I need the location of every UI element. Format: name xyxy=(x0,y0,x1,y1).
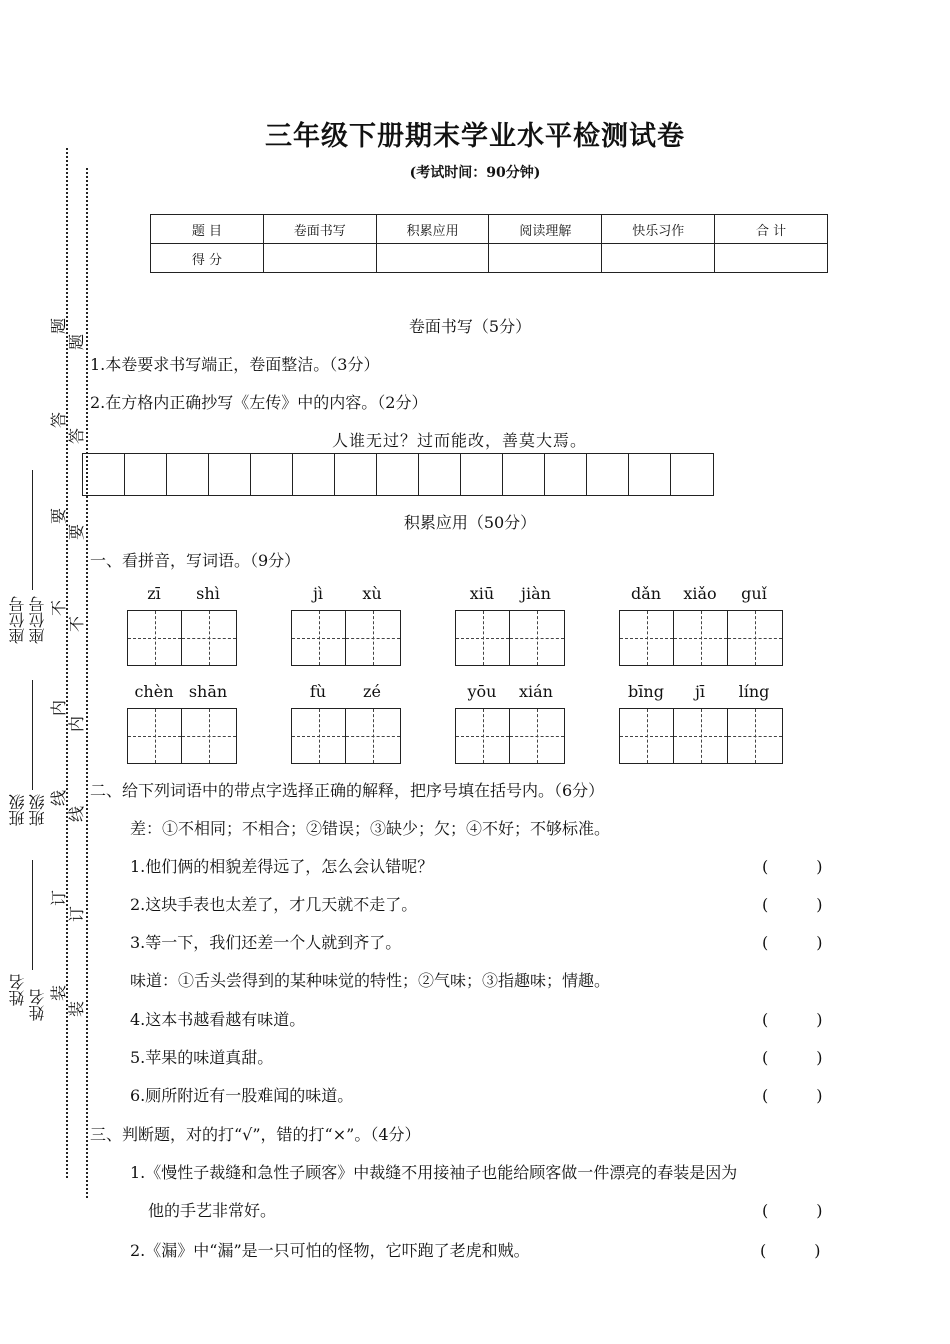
score-table-cell: 卷面书写 xyxy=(263,215,376,244)
tian-grid-cell[interactable] xyxy=(620,611,674,665)
score-table-score-row xyxy=(151,244,828,273)
copy-cell[interactable] xyxy=(461,454,503,495)
copy-cell[interactable] xyxy=(293,454,335,495)
tian-grid-row xyxy=(127,708,237,764)
copy-quote: 人谁无过？过而能改，善莫大焉。 xyxy=(332,431,588,450)
pinyin-syllable: xiū xyxy=(469,584,495,603)
tian-grid-cell[interactable] xyxy=(456,709,510,763)
q2-definition-weidao: 味道：①舌头尝得到的某种味觉的特性；②气味；③指趣味；情趣。 xyxy=(130,971,611,990)
field-label-class: 班级 xyxy=(8,794,27,826)
binding-warning-char: 内 xyxy=(67,716,86,733)
tian-grid-row xyxy=(619,610,783,666)
pinyin-row xyxy=(127,682,237,704)
tian-grid-cell[interactable] xyxy=(620,709,674,763)
score-table-cell: 得 分 xyxy=(151,244,264,273)
class-line xyxy=(32,680,33,790)
tian-grid-cell[interactable] xyxy=(128,709,182,763)
copy-cell[interactable] xyxy=(503,454,545,495)
pinyin-word-group xyxy=(127,584,237,666)
q3-title: 三、判断题，对的打“√”，错的打“×”。（4分） xyxy=(90,1125,421,1144)
pinyin-row xyxy=(291,682,401,704)
tian-grid-row xyxy=(291,708,401,764)
binding-warning-char: 答 xyxy=(67,428,86,445)
binding-warning-char: 内 xyxy=(49,700,68,717)
pinyin-syllable: shì xyxy=(196,584,220,603)
copy-cell[interactable] xyxy=(545,454,587,495)
copy-cell[interactable] xyxy=(209,454,251,495)
answer-paren[interactable]: ( ) xyxy=(762,933,823,952)
tian-grid-cell[interactable] xyxy=(346,611,400,665)
copy-cell[interactable] xyxy=(167,454,209,495)
tian-grid-cell[interactable] xyxy=(510,709,564,763)
pinyin-syllable: chèn xyxy=(134,682,174,701)
binding-warning-char: 不 xyxy=(49,600,68,617)
pinyin-row xyxy=(455,584,565,606)
pinyin-word-group xyxy=(127,682,237,764)
tian-grid-cell[interactable] xyxy=(510,611,564,665)
score-input-accumulation[interactable] xyxy=(376,244,489,273)
q2-definition-cha: 差：①不相同；不相合；②错误；③缺少；欠；④不好；不够标准。 xyxy=(130,819,611,838)
pinyin-syllable: xiǎo xyxy=(683,584,717,603)
copy-grid[interactable] xyxy=(82,453,714,496)
answer-paren[interactable]: ( ) xyxy=(762,857,823,876)
pinyin-syllable: jī xyxy=(694,682,706,701)
score-table-cell: 阅读理解 xyxy=(489,215,602,244)
exam-duration: (考试时间：90分钟) xyxy=(409,165,541,181)
answer-paren[interactable]: ( ) xyxy=(760,1241,821,1260)
pinyin-syllable: jì xyxy=(312,584,324,603)
binding-warning-char: 装 xyxy=(67,1001,86,1018)
field-label-name: 姓名 xyxy=(8,974,27,1006)
tian-grid-cell[interactable] xyxy=(128,611,182,665)
binding-warning-char: 答 xyxy=(49,412,68,429)
section-title-writing: 卷面书写（5分） xyxy=(408,317,532,336)
copy-cell[interactable] xyxy=(251,454,293,495)
binding-warning-char: 题 xyxy=(67,334,86,351)
binding-warning-char: 不 xyxy=(67,616,86,633)
tian-grid-cell[interactable] xyxy=(182,709,236,763)
tian-grid-row xyxy=(127,610,237,666)
score-input-reading[interactable] xyxy=(489,244,602,273)
binding-warning-char: 订 xyxy=(49,890,68,907)
copy-cell[interactable] xyxy=(83,454,125,495)
pinyin-word-group xyxy=(291,584,401,666)
pinyin-syllable: zé xyxy=(363,682,381,701)
q2-item-3: 3.等一下，我们还差一个人就到齐了。 xyxy=(130,933,402,952)
copy-cell[interactable] xyxy=(587,454,629,495)
pinyin-row xyxy=(619,682,783,704)
binding-warning-char: 线 xyxy=(49,790,68,807)
q2-item-2: 2.这块手表也太差了，才几天就不走了。 xyxy=(130,895,418,914)
section-title-accumulation: 积累应用（50分） xyxy=(403,513,537,532)
pinyin-syllable: xián xyxy=(519,682,553,701)
pinyin-row xyxy=(619,584,783,606)
pinyin-syllable: shān xyxy=(188,682,228,701)
copy-cell[interactable] xyxy=(125,454,167,495)
q2-item-4: 4.这本书越看越有味道。 xyxy=(130,1010,306,1029)
tian-grid-cell[interactable] xyxy=(346,709,400,763)
binding-warning-char: 线 xyxy=(67,806,86,823)
field-label-name-2: 姓名 xyxy=(28,989,47,1021)
score-input-composition[interactable] xyxy=(602,244,715,273)
tian-grid-cell[interactable] xyxy=(674,709,728,763)
pinyin-syllable: líng xyxy=(738,682,770,701)
score-table-header-row xyxy=(151,215,828,244)
field-label-class-2: 班级 xyxy=(28,794,47,826)
q2-item-5: 5.苹果的味道真甜。 xyxy=(130,1048,274,1067)
pinyin-syllable: dǎn xyxy=(630,584,662,603)
answer-paren[interactable]: ( ) xyxy=(762,895,823,914)
pinyin-word-group xyxy=(455,584,565,666)
pinyin-word-group xyxy=(455,682,565,764)
q2-item-1: 1.他们俩的相貌差得远了，怎么会认错呢？ xyxy=(130,857,434,876)
q3-item-2: 2.《漏》中“漏”是一只可怕的怪物，它吓跑了老虎和贼。 xyxy=(130,1241,530,1260)
answer-paren[interactable]: ( ) xyxy=(762,1086,823,1105)
pinyin-syllable: fù xyxy=(309,682,327,701)
writing-item-1: 1.本卷要求书写端正，卷面整洁。（3分） xyxy=(90,355,380,374)
pinyin-syllable: bīng xyxy=(628,682,664,701)
tian-grid-row xyxy=(619,708,783,764)
tian-grid-cell[interactable] xyxy=(674,611,728,665)
copy-cell[interactable] xyxy=(671,454,713,495)
pinyin-syllable: yōu xyxy=(467,682,497,701)
score-input-total[interactable] xyxy=(715,244,828,273)
pinyin-syllable: guǐ xyxy=(741,584,767,603)
tian-grid-row xyxy=(455,708,565,764)
q2-title: 二、给下列词语中的带点字选择正确的解释，把序号填在括号内。（6分） xyxy=(90,781,605,800)
score-table-cell: 积累应用 xyxy=(376,215,489,244)
pinyin-syllable: jiàn xyxy=(521,584,551,603)
name-line xyxy=(32,860,33,970)
tian-grid-row xyxy=(455,610,565,666)
score-table-cell: 题 目 xyxy=(151,215,264,244)
q2-item-6: 6.厕所附近有一股难闻的味道。 xyxy=(130,1086,354,1105)
binding-warning-char: 题 xyxy=(49,318,68,335)
pinyin-row xyxy=(127,584,237,606)
q1-title: 一、看拼音，写词语。（9分） xyxy=(90,551,301,570)
answer-paren[interactable]: ( ) xyxy=(762,1048,823,1067)
tian-grid-cell[interactable] xyxy=(728,709,782,763)
tian-grid-cell[interactable] xyxy=(182,611,236,665)
tian-grid-cell[interactable] xyxy=(292,709,346,763)
binding-warning-char: 订 xyxy=(67,906,86,923)
pinyin-syllable: zī xyxy=(147,584,161,603)
answer-paren[interactable]: ( ) xyxy=(762,1201,823,1220)
tian-grid-cell[interactable] xyxy=(456,611,510,665)
pinyin-syllable: xù xyxy=(362,584,382,603)
copy-cell[interactable] xyxy=(377,454,419,495)
answer-paren[interactable]: ( ) xyxy=(762,1010,823,1029)
copy-cell[interactable] xyxy=(335,454,377,495)
binding-warning-char: 要 xyxy=(49,508,68,525)
pinyin-row xyxy=(291,584,401,606)
field-label-seat-2: 座位号 xyxy=(28,596,47,644)
field-label-seat: 座位号 xyxy=(8,596,27,644)
binding-warning-char: 装 xyxy=(49,985,68,1002)
pinyin-word-group xyxy=(619,584,783,666)
binding-warning-char: 要 xyxy=(67,524,86,541)
score-table-cell: 快乐习作 xyxy=(602,215,715,244)
pinyin-word-group xyxy=(619,682,783,764)
score-input-writing[interactable] xyxy=(263,244,376,273)
pinyin-row xyxy=(455,682,565,704)
q3-item-1-cont: 他的手艺非常好。 xyxy=(148,1201,277,1220)
tian-grid-cell[interactable] xyxy=(292,611,346,665)
copy-cell[interactable] xyxy=(419,454,461,495)
tian-grid-row xyxy=(291,610,401,666)
q3-item-1: 1.《慢性子裁缝和急性子顾客》中裁缝不用接袖子也能给顾客做一件漂亮的春装是因为 xyxy=(130,1163,738,1182)
pinyin-word-group xyxy=(291,682,401,764)
writing-item-2: 2.在方格内正确抄写《左传》中的内容。（2分） xyxy=(90,393,428,412)
exam-title: 三年级下册期末学业水平检测试卷 xyxy=(265,121,685,152)
copy-cell[interactable] xyxy=(629,454,671,495)
score-table-cell: 合 计 xyxy=(715,215,828,244)
score-table xyxy=(150,214,828,273)
binding-dotted-line-outer xyxy=(66,148,68,1178)
tian-grid-cell[interactable] xyxy=(728,611,782,665)
